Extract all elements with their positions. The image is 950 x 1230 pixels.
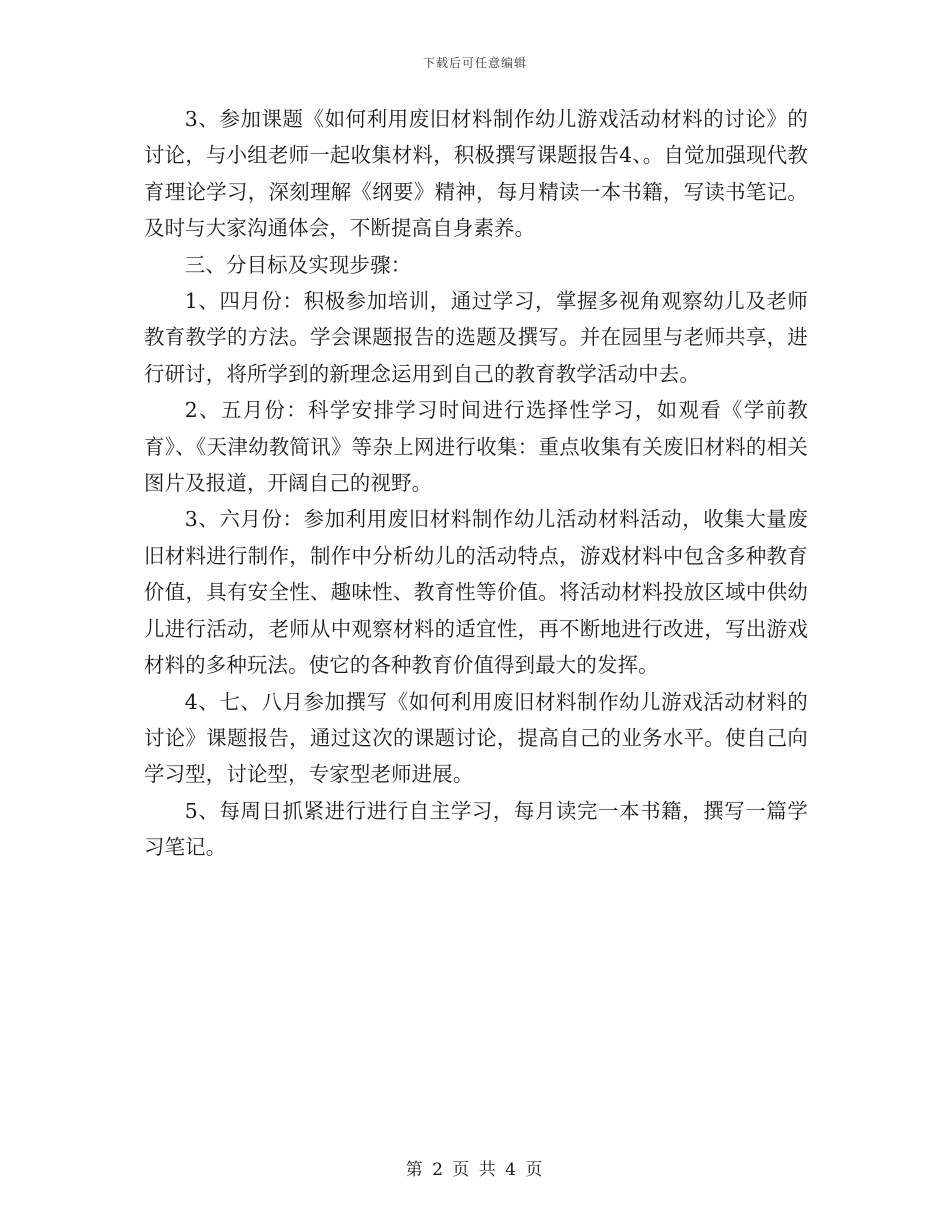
paragraph-weekly-study: 5、每周日抓紧进行进行自主学习，每月读完一本书籍，撰写一篇学习笔记。 (144, 798, 808, 860)
section-heading-sub-goals: 三、分目标及实现步骤： (184, 252, 412, 277)
page-number: 第 2 页 共 4 页 (405, 1160, 545, 1180)
paragraph-july-august: 4、七、八月参加撰写《如何利用废旧材料制作幼儿游戏活动材料的讨论》课题报告，通过这次的课题讨论，提高自己的业务水平。使自己向学习型，讨论型，专家型老师进展。 (144, 689, 808, 787)
paragraph-item-3-topic: 3、参加课题《如何利用废旧材料制作幼儿游戏活动材料的讨论》的讨论，与小组老师一起收集材料，积极撰写课题报告4、。自觉加强现代教育理论学习，深刻理解《纲要》精神，每月精读一本书籍，写读书笔记。及时与大家沟通体会，不断提高自身素养。 (144, 107, 808, 241)
page-header: 下载后可任意编辑 (422, 56, 527, 70)
paragraph-june: 3、六月份：参加利用废旧材料制作幼儿活动材料活动，收集大量废旧材料进行制作，制作中分析幼儿的活动特点，游戏材料中包含多种教育价值，具有安全性、趣味性、教育性等价值。将活动材料投放区域中供幼儿进行活动，老师从中观察材料的适宜性，再不断地进行改进，写出游戏材料的多种玩法。使它的各种教育价值得到最大的发挥。 (144, 507, 808, 678)
paragraph-may: 2、五月份：科学安排学习时间进行选择性学习，如观看《学前教育》、《天津幼教简讯》等杂上网进行收集：重点收集有关废旧材料的相关图片及报道，开阔自己的视野。 (144, 398, 808, 496)
document-body (144, 101, 808, 866)
paragraph-april: 1、四月份：积极参加培训，通过学习，掌握多视角观察幼儿及老师教育教学的方法。学会课题报告的选题及撰写。并在园里与老师共享，进行研讨，将所学到的新理念运用到自己的教育教学活动中去。 (144, 289, 808, 386)
